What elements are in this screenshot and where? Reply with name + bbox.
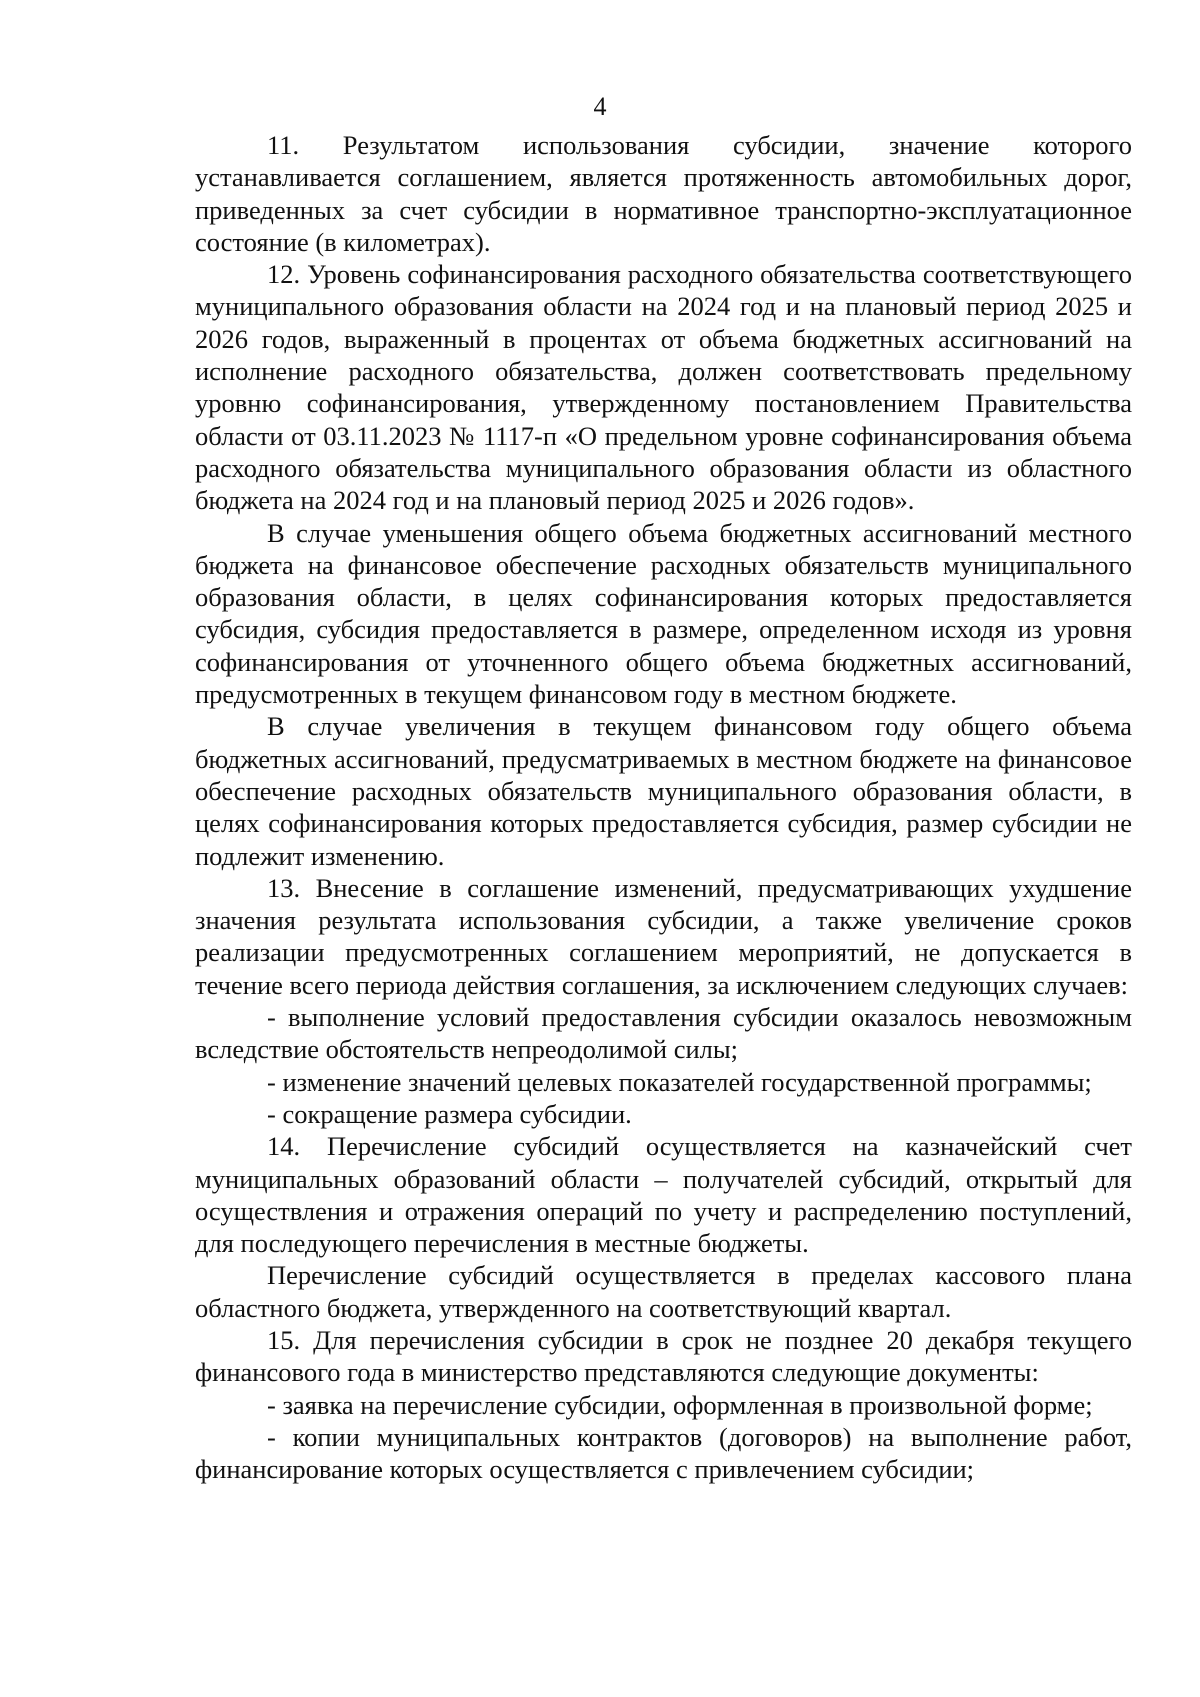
paragraph-clause-13-amendments: 13. Внесение в соглашение изменений, предусматривающих ухудшение значения результата использования субсидии, а также увеличение сроков реализации предусмотренных соглашением мероприятий, не допускается в течение всего периода действия соглашения, за исключением следующих случаев:	[195, 872, 1132, 1000]
paragraph-clause-15-documents: 15. Для перечисления субсидии в срок не позднее 20 декабря текущего финансового года в министерство представляются следующие документы:	[195, 1324, 1132, 1388]
paragraph-budget-increase-case: В случае увеличения в текущем финансовом году общего объема бюджетных ассигнований, предусматриваемых в местном бюджете на финансовое обеспечение расходных обязательств муниципального образования области, в целях софинансирования которых предоставляется субсидия, размер субсидии не подлежит изменению.	[195, 711, 1132, 871]
list-item-subsidy-reduction: - сокращение размера субсидии.	[267, 1098, 632, 1129]
list-item-program-indicators: - изменение значений целевых показателей государственной программы;	[267, 1066, 1092, 1097]
paragraph-cash-plan: Перечисление субсидий осуществляется в пределах кассового плана областного бюджета, утвержденного на соответствующий квартал.	[195, 1260, 1132, 1323]
paragraph-clause-14-transfer: 14. Перечисление субсидий осуществляется на казначейский счет муниципальных образований области – получателей субсидий, открытый для осуществления и отражения операций по учету и распределению поступлений, для последующего перечисления в местные бюджеты.	[195, 1131, 1132, 1259]
paragraph-clause-11-result: 11. Результатом использования субсидии, значение которого устанавливается соглашением, является протяженность автомобильных дорог, приведенных за счет субсидии в нормативное транспортно-эксплуатационное состояние (в километрах).	[195, 130, 1132, 257]
list-item-force-majeure: - выполнение условий предоставления субсидии оказалось невозможным вследствие обстоятельств непреодолимой силы;	[195, 1002, 1132, 1065]
list-item-transfer-request: - заявка на перечисление субсидии, оформленная в произвольной форме;	[267, 1389, 1093, 1420]
paragraph-budget-decrease-case: В случае уменьшения общего объема бюджетных ассигнований местного бюджета на финансовое обеспечение расходных обязательств муниципального образования области, в целях софинансирования которых предоставляется субсидия, субсидия предоставляется в размере, определенном исходя из уровня софинансирования от уточненного общего объема бюджетных ассигнований, предусмотренных в текущем финансовом году в местном бюджете.	[195, 517, 1132, 710]
document-body	[195, 129, 1132, 1485]
paragraph-clause-12-cofinancing-level: 12. Уровень софинансирования расходного обязательства соответствующего муниципального образования области на 2024 год и на плановый период 2025 и 2026 годов, выраженный в процентах от объема бюджетных ассигнований на исполнение расходного обязательства, должен соответствовать предельному уровню софинансирования, утвержденному постановлением Правительства области от 03.11.2023 № 1117-п «О предельном уровне софинансирования объема расходного обязательства муниципального образования области из областного бюджета на 2024 год и на плановый период 2025 и 2026 годов».	[195, 259, 1132, 516]
page-number: 4	[593, 92, 607, 121]
list-item-contract-copies: - копии муниципальных контрактов (договоров) на выполнение работ, финансирование которых осуществляется с привлечением субсидии;	[195, 1421, 1132, 1485]
